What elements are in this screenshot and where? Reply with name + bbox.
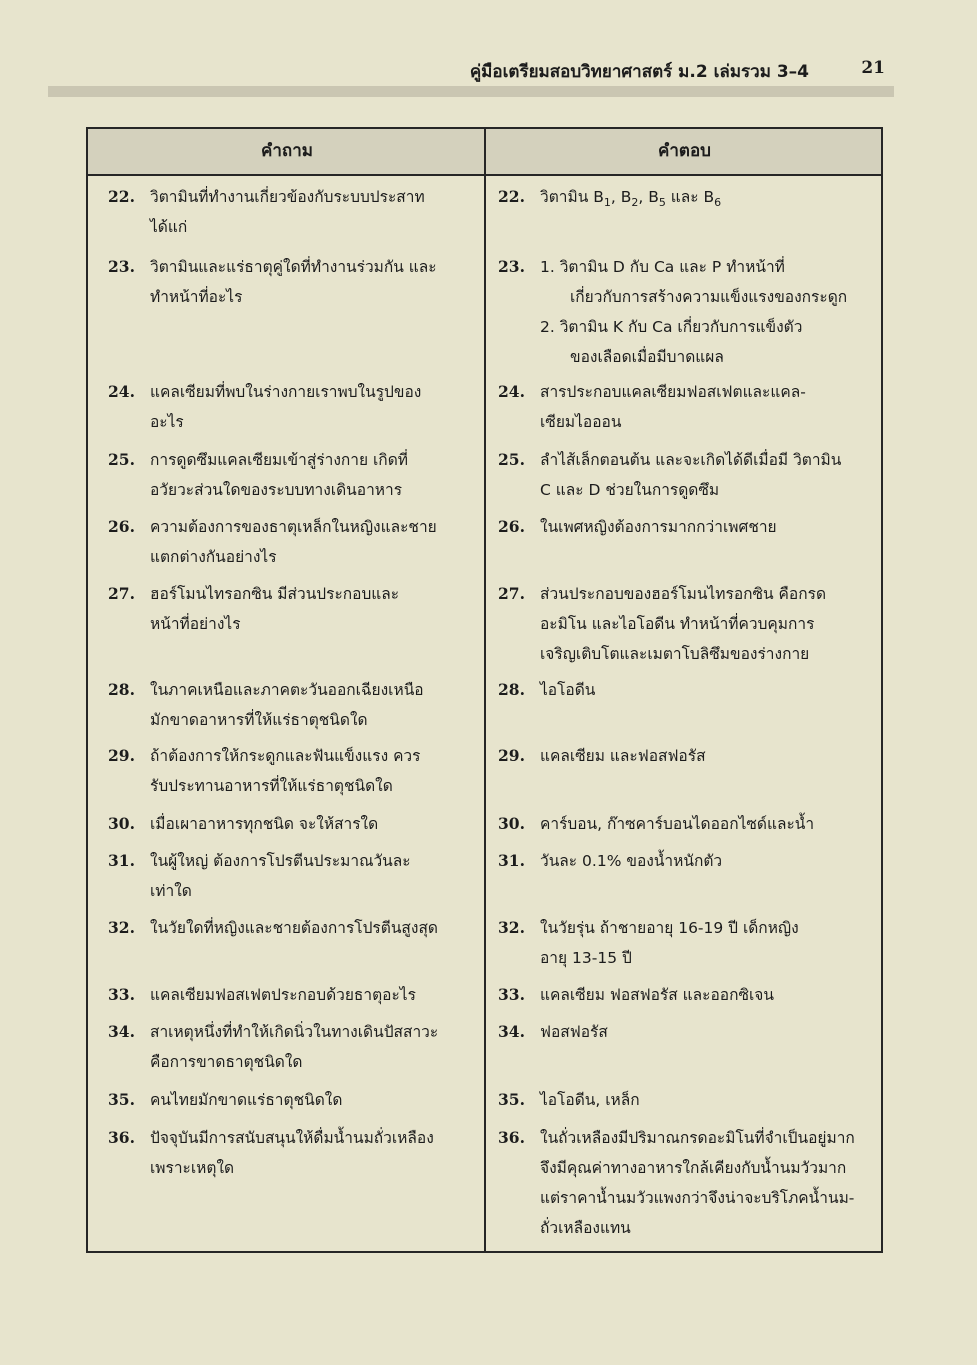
- question-line: เมื่อเผาอาหารทุกชนิด จะให้สารใด: [150, 815, 379, 833]
- question-33: [108, 980, 458, 1010]
- question-number: 33.: [108, 985, 135, 1004]
- answer-24: [498, 377, 868, 437]
- answer-text: , B: [610, 188, 632, 206]
- answer-number: 36.: [498, 1128, 525, 1147]
- qa-table: [86, 127, 883, 1253]
- answer-line: ไอโอดีน: [540, 681, 596, 699]
- answer-line: จึงมีคุณค่าทางอาหารใกล้เคียงกับน้ำนมวัวมาก: [540, 1159, 847, 1177]
- answer-number: 26.: [498, 517, 525, 536]
- question-line: ความต้องการของธาตุเหล็กในหญิงและชาย: [150, 518, 437, 536]
- answer-line: แคลเซียม ฟอสฟอรัส และออกซิเจน: [540, 986, 774, 1004]
- answer-line: [540, 182, 868, 218]
- question-line: ปัจจุบันมีการสนับสนุนให้ดื่มน้ำนมถั่วเหลือง: [150, 1129, 434, 1147]
- subscript: 5: [658, 196, 666, 210]
- answer-line: ส่วนประกอบของฮอร์โมนไทรอกซิน คือกรด: [540, 585, 827, 603]
- answer-line: อายุ 13-15 ปี: [540, 949, 632, 967]
- question-line: รับประทานอาหารที่ให้แร่ธาตุชนิดใด: [150, 777, 393, 795]
- question-line: แคลเซียมฟอสเฟตประกอบด้วยธาตุอะไร: [150, 986, 416, 1004]
- answer-32: [498, 913, 868, 973]
- answer-25: [498, 445, 868, 505]
- question-line: ได้แก่: [150, 218, 188, 236]
- answer-22: [498, 182, 868, 218]
- answer-number: 24.: [498, 382, 525, 401]
- answer-number: 25.: [498, 450, 525, 469]
- question-line: การดูดซึมแคลเซียมเข้าสู่ร่างกาย เกิดที่: [150, 451, 408, 469]
- question-line: ในวัยใดที่หญิงและชายต้องการโปรตีนสูงสุด: [150, 919, 438, 937]
- question-line: วิตามินและแร่ธาตุคู่ใดที่ทำงานร่วมกัน และ: [150, 258, 437, 276]
- question-line: แตกต่างกันอย่างไร: [150, 548, 277, 566]
- question-line: ถ้าต้องการให้กระดูกและฟันแข็งแรง ควร: [150, 747, 421, 765]
- question-line: ในภาคเหนือและภาคตะวันออกเฉียงเหนือ: [150, 681, 424, 699]
- question-line: ในผู้ใหญ่ ต้องการโปรตีนประมาณวันละ: [150, 852, 411, 870]
- question-29: [108, 741, 458, 801]
- question-number: 35.: [108, 1090, 135, 1109]
- answer-31: [498, 846, 868, 876]
- answer-line: ฟอสฟอรัส: [540, 1023, 608, 1041]
- question-line: ฮอร์โมนไทรอกซิน มีส่วนประกอบและ: [150, 585, 400, 603]
- question-line: มักขาดอาหารที่ให้แร่ธาตุชนิดใด: [150, 711, 368, 729]
- answer-number: 29.: [498, 746, 525, 765]
- answer-34: [498, 1017, 868, 1047]
- answer-text: , B: [638, 188, 659, 206]
- question-line: ทำหน้าที่อะไร: [150, 288, 243, 306]
- answer-35: [498, 1085, 868, 1115]
- answer-line: เกี่ยวกับการสร้างความแข็งแรงของกระดูก: [570, 288, 848, 306]
- answer-number: 33.: [498, 985, 525, 1004]
- answer-number: 35.: [498, 1090, 525, 1109]
- header-title: คู่มือเตรียมสอบวิทยาศาสตร์ ม.2 เล่มรวม 3–4: [469, 62, 809, 82]
- answer-33: [498, 980, 868, 1010]
- answer-line: ถั่วเหลืองแทน: [540, 1219, 631, 1237]
- answer-27: [498, 579, 868, 669]
- answer-line: คาร์บอน, ก๊าซคาร์บอนไดออกไซด์และน้ำ: [540, 815, 815, 833]
- question-number: 32.: [108, 918, 135, 937]
- answer-number: 30.: [498, 814, 525, 833]
- question-line: คนไทยมักขาดแร่ธาตุชนิดใด: [150, 1091, 343, 1109]
- question-number: 36.: [108, 1128, 135, 1147]
- subscript: 1: [603, 196, 611, 210]
- question-32: [108, 913, 458, 943]
- question-number: 23.: [108, 257, 135, 276]
- question-22: [108, 182, 458, 242]
- answer-number: 31.: [498, 851, 525, 870]
- question-34: [108, 1017, 458, 1077]
- question-line: เท่าใด: [150, 882, 192, 900]
- question-line: คือการขาดธาตุชนิดใด: [150, 1053, 303, 1071]
- subscript: 2: [631, 196, 639, 210]
- answer-28: [498, 675, 868, 705]
- answer-number: 23.: [498, 257, 525, 276]
- answer-line: เซียมไอออน: [540, 413, 622, 431]
- answer-line: สารประกอบแคลเซียมฟอสเฟตและแคล-: [540, 383, 806, 401]
- answer-number: 22.: [498, 187, 525, 206]
- answer-line: อะมิโน และไอโอดีน ทำหน้าที่ควบคุมการ: [540, 615, 815, 633]
- answer-line: C และ D ช่วยในการดูดซึม: [540, 481, 720, 499]
- answer-line: แคลเซียม และฟอสฟอรัส: [540, 747, 706, 765]
- question-number: 30.: [108, 814, 135, 833]
- question-number: 31.: [108, 851, 135, 870]
- question-line: สาเหตุหนึ่งที่ทำให้เกิดนิ่วในทางเดินปัสสาวะ: [150, 1023, 439, 1041]
- answer-line: ในถั่วเหลืองมีปริมาณกรดอะมิโนที่จำเป็นอยู่มาก: [540, 1129, 855, 1147]
- question-31: [108, 846, 458, 906]
- question-line: อวัยวะส่วนใดของระบบทางเดินอาหาร: [150, 481, 403, 499]
- header-rule: [48, 86, 894, 97]
- answer-line: วันละ 0.1% ของน้ำหนักตัว: [540, 852, 723, 870]
- page-header: [0, 52, 977, 82]
- question-24: [108, 377, 458, 437]
- answer-column-header: คำตอบ: [658, 141, 711, 161]
- answer-line: ในเพศหญิงต้องการมากกว่าเพศชาย: [540, 518, 777, 536]
- answer-line: เจริญเติบโตและเมตาโบลิซึมของร่างกาย: [540, 645, 810, 663]
- question-30: [108, 809, 458, 839]
- question-number: 34.: [108, 1022, 135, 1041]
- answer-text: และ B: [665, 188, 715, 206]
- question-26: [108, 512, 458, 572]
- answer-number: 28.: [498, 680, 525, 699]
- question-27: [108, 579, 458, 639]
- question-number: 24.: [108, 382, 135, 401]
- question-number: 28.: [108, 680, 135, 699]
- question-35: [108, 1085, 458, 1115]
- question-column-header: คำถาม: [261, 141, 313, 161]
- answer-29: [498, 741, 868, 771]
- question-line: หน้าที่อย่างไร: [150, 615, 241, 633]
- answer-26: [498, 512, 868, 542]
- answer-30: [498, 809, 868, 839]
- question-number: 22.: [108, 187, 135, 206]
- question-28: [108, 675, 458, 735]
- answer-line: แต่ราคาน้ำนมวัวแพงกว่าจึงน่าจะบริโภคน้ำนม-: [540, 1189, 855, 1207]
- subscript: 6: [714, 196, 722, 210]
- question-25: [108, 445, 458, 505]
- answer-23: [498, 252, 868, 372]
- answer-text: วิตามิน B: [540, 188, 604, 206]
- question-number: 25.: [108, 450, 135, 469]
- question-number: 27.: [108, 584, 135, 603]
- answer-number: 34.: [498, 1022, 525, 1041]
- answer-line: 1. วิตามิน D กับ Ca และ P ทำหน้าที่: [540, 258, 785, 276]
- question-line: วิตามินที่ทำงานเกี่ยวข้องกับระบบประสาท: [150, 188, 425, 206]
- question-line: อะไร: [150, 413, 184, 431]
- answer-36: [498, 1123, 868, 1243]
- answer-number: 27.: [498, 584, 525, 603]
- answer-line: ไอโอดีน, เหล็ก: [540, 1091, 640, 1109]
- question-36: [108, 1123, 458, 1183]
- question-line: เพราะเหตุใด: [150, 1159, 235, 1177]
- question-23: [108, 252, 458, 312]
- question-number: 29.: [108, 746, 135, 765]
- question-number: 26.: [108, 517, 135, 536]
- answer-line: 2. วิตามิน K กับ Ca เกี่ยวกับการแข็งตัว: [540, 318, 803, 336]
- question-line: แคลเซียมที่พบในร่างกายเราพบในรูปของ: [150, 383, 422, 401]
- answer-line: ของเลือดเมื่อมีบาดแผล: [570, 348, 724, 366]
- page-number: 21: [861, 58, 885, 78]
- column-divider: [484, 129, 486, 1251]
- answer-number: 32.: [498, 918, 525, 937]
- answer-line: ลำไส้เล็กตอนต้น และจะเกิดได้ดีเมื่อมี วิตามิน: [540, 451, 842, 469]
- answer-line: ในวัยรุ่น ถ้าชายอายุ 16-19 ปี เด็กหญิง: [540, 919, 799, 937]
